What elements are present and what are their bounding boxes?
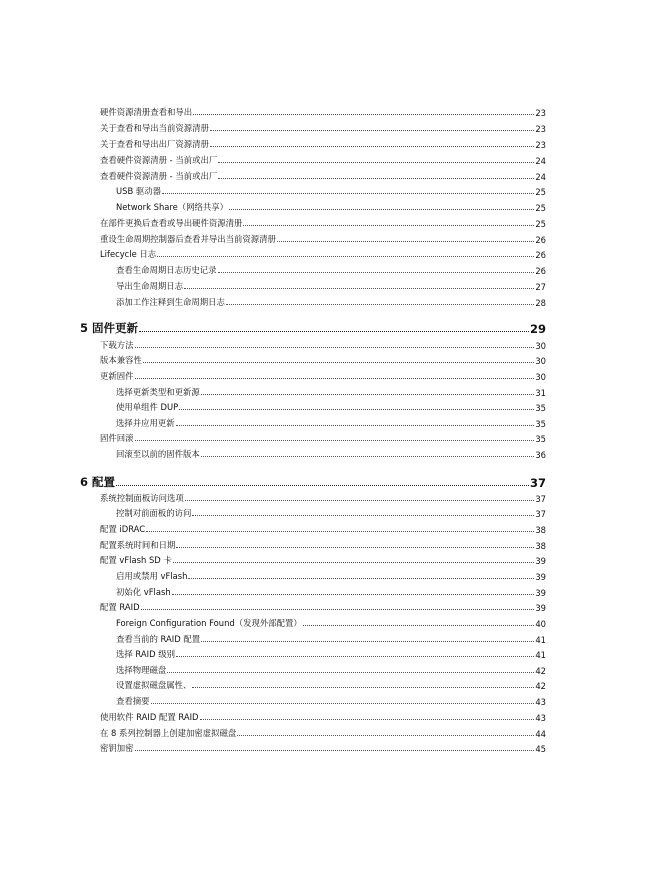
toc-entry[interactable] (116, 399, 546, 413)
toc-entry-page-number: 23 (535, 140, 546, 150)
toc-entry-page-number: 39 (535, 588, 546, 598)
toc-entry-title: 查看生命周期日志历史记录 (116, 265, 217, 275)
toc-entry[interactable] (116, 631, 546, 645)
dot-leader (243, 225, 534, 226)
dot-leader (229, 209, 534, 210)
toc-entry-title: 版本兼容性 (100, 355, 142, 365)
toc-entry-title: 下载方法 (100, 340, 134, 350)
toc-entry-title: 5 固件更新 (80, 321, 139, 335)
toc-entry-title: 配置 RAID (100, 602, 140, 612)
toc-chapter-entry[interactable] (80, 320, 546, 336)
toc-entry-page-number: 43 (535, 713, 546, 723)
dot-leader (303, 625, 535, 626)
toc-entry[interactable] (116, 693, 546, 707)
toc-entry-page-number: 25 (535, 187, 546, 197)
toc-entry-title: 配置 iDRAC (100, 524, 146, 534)
toc-entry[interactable] (100, 215, 546, 229)
toc-entry-page-number: 35 (535, 434, 546, 444)
toc-entry-title: 查看硬件资源清册 - 当前或出厂 (100, 171, 218, 181)
toc-entry-title: 密钥加密 (100, 743, 134, 753)
toc-entry-title: 选择物理磁盘 (116, 665, 167, 675)
dot-leader (141, 609, 535, 610)
toc-entry-page-number: 29 (529, 322, 546, 336)
toc-entry-page-number: 25 (535, 203, 546, 213)
dot-leader (188, 578, 534, 579)
toc-entry-title: USB 驱动器 (116, 186, 161, 196)
toc-entry-page-number: 30 (535, 356, 546, 366)
toc-entry[interactable] (116, 584, 546, 598)
toc-entry-title: 设置虚拟磁盘属性、 (116, 680, 192, 690)
toc-entry-page-number: 24 (535, 172, 546, 182)
toc-entry[interactable] (100, 537, 546, 551)
toc-entry-page-number: 28 (535, 298, 546, 308)
toc-entry-title: 初始化 vFlash (116, 587, 171, 597)
toc-entry-title: 导出生命周期日志 (116, 281, 183, 291)
dot-leader (201, 641, 534, 642)
toc-entry-title: 启用或禁用 vFlash (116, 571, 188, 581)
toc-entry-page-number: 36 (535, 450, 546, 460)
dot-leader (146, 531, 534, 532)
toc-entry-title: 选择更新类型和更新源 (116, 387, 200, 397)
toc-entry[interactable] (116, 294, 546, 308)
toc-entry-page-number: 42 (535, 666, 546, 676)
toc-entry[interactable] (116, 446, 546, 460)
toc-entry-page-number: 26 (535, 235, 546, 245)
toc-entry-page-number: 23 (535, 108, 546, 118)
dot-leader (210, 130, 534, 131)
dot-leader (218, 272, 535, 273)
toc-entry-page-number: 30 (535, 372, 546, 382)
dot-leader (173, 562, 535, 563)
toc-entry-title: Network Share（网络共享） (116, 202, 229, 212)
toc-entry[interactable] (116, 262, 546, 276)
dot-leader (116, 485, 529, 486)
toc-entry-page-number: 26 (535, 266, 546, 276)
dot-leader (185, 500, 535, 501)
toc-entry-title: 查看当前的 RAID 配置 (116, 634, 201, 644)
toc-entry-page-number: 45 (535, 744, 546, 754)
dot-leader (176, 547, 534, 548)
toc-entry-page-number: 39 (535, 556, 546, 566)
toc-entry-page-number: 30 (535, 341, 546, 351)
dot-leader (162, 193, 534, 194)
toc-entry-page-number: 24 (535, 156, 546, 166)
dot-leader (139, 331, 529, 332)
toc-entry-title: 使用软件 RAID 配置 RAID (100, 712, 199, 722)
toc-entry-title: Foreign Configuration Found（发现外部配置） (116, 618, 302, 628)
dot-leader (237, 735, 534, 736)
dot-leader (192, 515, 534, 516)
toc-entry-page-number: 38 (535, 541, 546, 551)
toc-entry[interactable] (116, 415, 546, 429)
toc-entry-title: 查看硬件资源清册 - 当前或出厂 (100, 155, 218, 165)
toc-entry-title: 选择并应用更新 (116, 418, 175, 428)
toc-entry-title: 重设生命周期控制器后查看并导出当前资源清册 (100, 234, 276, 244)
toc-entry-title: 6 配置 (80, 475, 116, 489)
toc-entry-title: 选择 RAID 级别 (116, 649, 175, 659)
toc-entry-title: 控制对前面板的访问 (116, 508, 192, 518)
dot-leader (172, 594, 535, 595)
toc-entry-title: 关于查看和导出当前资源清册 (100, 123, 209, 133)
dot-leader (143, 362, 534, 363)
dot-leader (210, 146, 534, 147)
dot-leader (218, 178, 534, 179)
dot-leader (200, 719, 535, 720)
toc-entry-page-number: 25 (535, 219, 546, 229)
toc-entry-page-number: 44 (535, 729, 546, 739)
toc-entry-title: 配置 vFlash SD 卡 (100, 555, 172, 565)
toc-entry[interactable] (100, 709, 546, 723)
toc-entry-page-number: 41 (535, 635, 546, 645)
toc-entry-page-number: 39 (535, 603, 546, 613)
dot-leader (193, 114, 534, 115)
toc-entry-page-number: 31 (535, 388, 546, 398)
toc-entry-title: 系统控制面板访问选项 (100, 493, 184, 503)
toc-entry-page-number: 26 (535, 250, 546, 260)
toc-entry[interactable] (100, 552, 546, 566)
toc-entry[interactable] (100, 490, 546, 504)
toc-entry[interactable] (100, 368, 546, 382)
dot-leader (184, 288, 534, 289)
toc-entry[interactable] (116, 199, 546, 213)
toc-entry-page-number: 38 (535, 525, 546, 535)
dot-leader (176, 656, 534, 657)
toc-entry[interactable] (116, 183, 546, 197)
toc-entry[interactable] (100, 136, 546, 150)
toc-entry-page-number: 37 (535, 494, 546, 504)
dot-leader (151, 703, 535, 704)
toc-entry[interactable] (116, 662, 546, 676)
toc-entry-title: 更新固件 (100, 371, 134, 381)
toc-entry[interactable] (100, 120, 546, 134)
toc-entry[interactable] (100, 599, 546, 613)
toc-entry[interactable] (116, 505, 546, 519)
dot-leader (192, 687, 534, 688)
toc-entry[interactable] (116, 278, 546, 292)
dot-leader (167, 672, 534, 673)
dot-leader (201, 394, 535, 395)
toc-entry[interactable] (100, 246, 546, 260)
dot-leader (135, 440, 535, 441)
toc-entry-title: 在部件更换后查看或导出硬件资源清册 (100, 218, 243, 228)
toc-entry-page-number: 42 (535, 681, 546, 691)
toc-entry[interactable] (100, 168, 546, 182)
dot-leader (277, 241, 534, 242)
toc-entry-page-number: 37 (535, 509, 546, 519)
toc-entry[interactable] (100, 352, 546, 366)
dot-leader (135, 347, 535, 348)
toc-entry-title: 硬件资源清册查看和导出 (100, 107, 193, 117)
toc-entry-title: 配置系统时间和日期 (100, 540, 176, 550)
toc-chapter-entry[interactable] (80, 474, 546, 490)
toc-entry[interactable] (100, 337, 546, 351)
toc-entry-title: 回滚至以前的固件版本 (116, 449, 200, 459)
toc-entry[interactable] (100, 152, 546, 166)
toc-entry-page-number: 27 (535, 282, 546, 292)
toc-entry[interactable] (100, 430, 546, 444)
dot-leader (157, 256, 534, 257)
dot-leader (176, 425, 535, 426)
toc-entry-page-number: 35 (535, 419, 546, 429)
toc-entry-page-number: 39 (535, 572, 546, 582)
toc-entry[interactable] (100, 104, 546, 118)
toc-entry-page-number: 37 (529, 476, 546, 490)
toc-entry-title: 关于查看和导出出厂资源清册 (100, 139, 209, 149)
toc-entry[interactable] (116, 615, 546, 629)
toc-entry-title: 固件回滚 (100, 433, 134, 443)
toc-entry[interactable] (116, 646, 546, 660)
dot-leader (135, 378, 535, 379)
dot-leader (201, 456, 535, 457)
toc-entry[interactable] (100, 740, 546, 754)
toc-entry-page-number: 41 (535, 650, 546, 660)
dot-leader (226, 304, 534, 305)
toc-entry[interactable] (100, 725, 546, 739)
dot-leader (179, 409, 534, 410)
dot-leader (218, 162, 534, 163)
toc-entry-title: 查看摘要 (116, 696, 150, 706)
toc-entry[interactable] (100, 231, 546, 245)
toc-entry-title: 在 8 系列控制器上创建加密虚拟磁盘 (100, 728, 237, 738)
toc-entry[interactable] (116, 568, 546, 582)
toc-entry-page-number: 43 (535, 697, 546, 707)
toc-entry[interactable] (116, 677, 546, 691)
dot-leader (135, 750, 535, 751)
toc-entry[interactable] (116, 384, 546, 398)
toc-entry-title: 添加工作注释到生命周期日志 (116, 297, 225, 307)
toc-entry-title: Lifecycle 日志 (100, 249, 157, 259)
toc-entry-page-number: 35 (535, 403, 546, 413)
toc-entry-title: 使用单组件 DUP (116, 402, 179, 412)
toc-entry-page-number: 23 (535, 124, 546, 134)
toc-entry-page-number: 40 (535, 619, 546, 629)
toc-entry[interactable] (100, 521, 546, 535)
